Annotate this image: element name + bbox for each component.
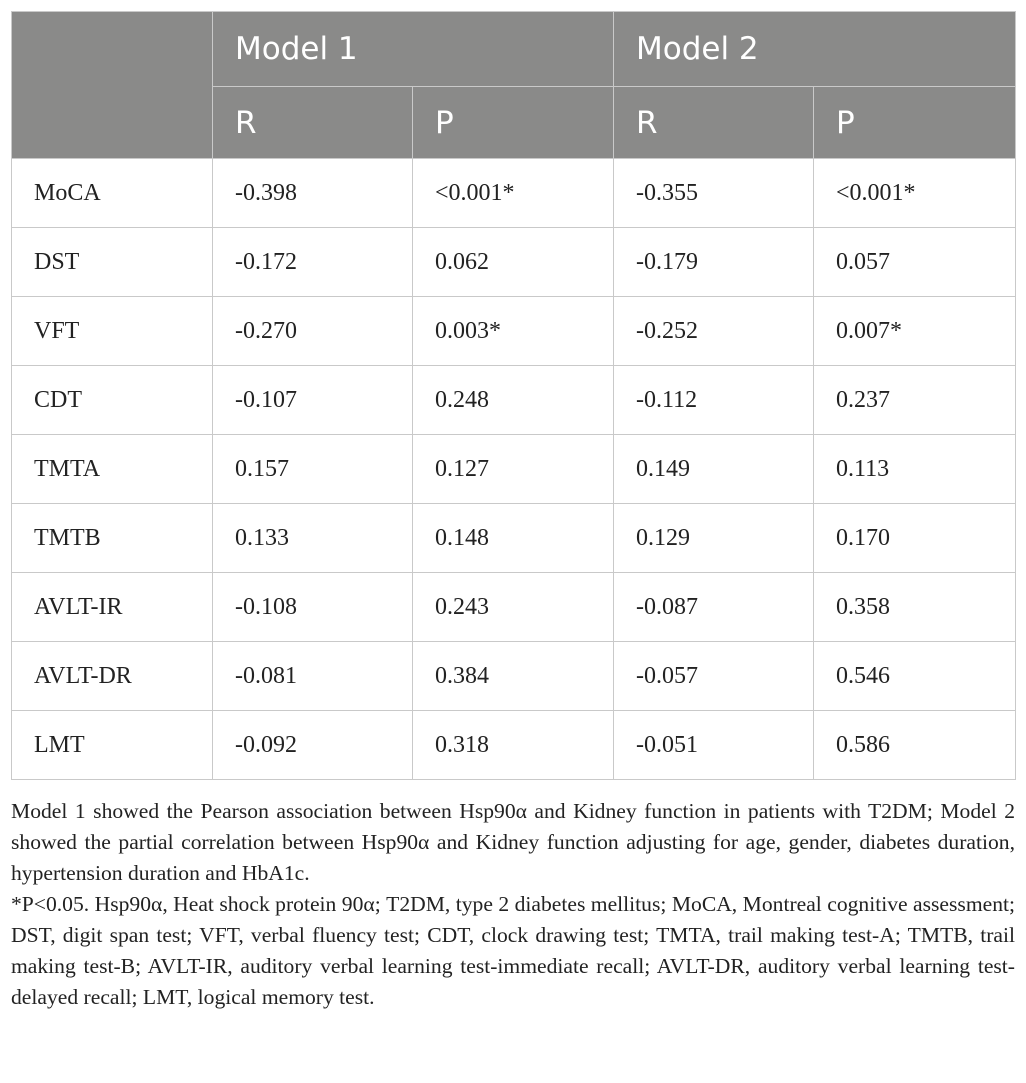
header-model-2: Model 2 xyxy=(614,12,1016,87)
row-label: AVLT-DR xyxy=(12,642,213,711)
table-row xyxy=(12,366,1016,435)
header-model-1-r: R xyxy=(213,87,413,159)
header-model-1: Model 1 xyxy=(213,12,614,87)
model-2-r-cell: 0.129 xyxy=(614,504,814,573)
model-1-r-cell: -0.270 xyxy=(213,297,413,366)
header-model-1-p: P xyxy=(413,87,614,159)
model-1-p-cell: 0.127 xyxy=(413,435,614,504)
header-model-2-p: P xyxy=(814,87,1016,159)
table-row xyxy=(12,435,1016,504)
correlation-table xyxy=(11,11,1016,780)
model-1-r-cell: -0.081 xyxy=(213,642,413,711)
row-label: DST xyxy=(12,228,213,297)
table-row xyxy=(12,573,1016,642)
row-label: TMTA xyxy=(12,435,213,504)
table-row xyxy=(12,504,1016,573)
model-2-r-cell: 0.149 xyxy=(614,435,814,504)
results-table-container xyxy=(11,11,1015,780)
model-2-p-cell: 0.170 xyxy=(814,504,1016,573)
model-2-p-cell: <0.001* xyxy=(814,159,1016,228)
header-model-2-r: R xyxy=(614,87,814,159)
model-2-r-cell: -0.355 xyxy=(614,159,814,228)
table-row xyxy=(12,159,1016,228)
row-label: MoCA xyxy=(12,159,213,228)
model-2-r-cell: -0.051 xyxy=(614,711,814,780)
model-1-p-cell: 0.003* xyxy=(413,297,614,366)
model-2-p-cell: 0.358 xyxy=(814,573,1016,642)
header-corner-cell xyxy=(12,12,213,159)
model-1-r-cell: -0.107 xyxy=(213,366,413,435)
model-2-r-cell: -0.252 xyxy=(614,297,814,366)
model-2-p-cell: 0.237 xyxy=(814,366,1016,435)
row-label: TMTB xyxy=(12,504,213,573)
model-1-p-cell: 0.243 xyxy=(413,573,614,642)
model-1-p-cell: 0.148 xyxy=(413,504,614,573)
model-1-r-cell: -0.172 xyxy=(213,228,413,297)
model-2-p-cell: 0.546 xyxy=(814,642,1016,711)
table-footnotes xyxy=(11,796,1015,1013)
model-1-p-cell: 0.384 xyxy=(413,642,614,711)
model-2-p-cell: 0.586 xyxy=(814,711,1016,780)
table-row xyxy=(12,228,1016,297)
abbreviations-footnote: *P<0.05. Hsp90α, Heat shock protein 90α; T2DM, type 2 diabetes mellitus; MoCA, Montreal cognitive assessment; DST, digit span test; VFT, verbal fluency test; CDT, clock drawing test; TMTA, trail making test-A; TMTB, trail making test-B; AVLT-IR, auditory verbal learning test-immediate recall; AVLT-DR, auditory verbal learning test-delayed recall; LMT, logical memory test. xyxy=(11,892,1015,1009)
model-1-r-cell: 0.133 xyxy=(213,504,413,573)
model-1-r-cell: 0.157 xyxy=(213,435,413,504)
model-1-p-cell: 0.248 xyxy=(413,366,614,435)
table-row xyxy=(12,642,1016,711)
model-1-r-cell: -0.092 xyxy=(213,711,413,780)
table-row xyxy=(12,297,1016,366)
model-2-r-cell: -0.087 xyxy=(614,573,814,642)
header-row-models xyxy=(12,12,1016,87)
model-1-r-cell: -0.108 xyxy=(213,573,413,642)
model-2-p-cell: 0.057 xyxy=(814,228,1016,297)
model-2-r-cell: -0.179 xyxy=(614,228,814,297)
model-1-p-cell: 0.062 xyxy=(413,228,614,297)
table-row xyxy=(12,711,1016,780)
model-1-r-cell: -0.398 xyxy=(213,159,413,228)
model-2-r-cell: -0.057 xyxy=(614,642,814,711)
model-2-p-cell: 0.007* xyxy=(814,297,1016,366)
row-label: AVLT-IR xyxy=(12,573,213,642)
model-2-p-cell: 0.113 xyxy=(814,435,1016,504)
model-1-p-cell: 0.318 xyxy=(413,711,614,780)
model-footnote: Model 1 showed the Pearson association between Hsp90α and Kidney function in patients with T2DM; Model 2 showed the partial correlation between Hsp90α and Kidney function adjusting for age, gender, diabetes duration, hypertension duration and HbA1c. xyxy=(11,799,1015,885)
row-label: CDT xyxy=(12,366,213,435)
row-label: VFT xyxy=(12,297,213,366)
model-1-p-cell: <0.001* xyxy=(413,159,614,228)
row-label: LMT xyxy=(12,711,213,780)
model-2-r-cell: -0.112 xyxy=(614,366,814,435)
